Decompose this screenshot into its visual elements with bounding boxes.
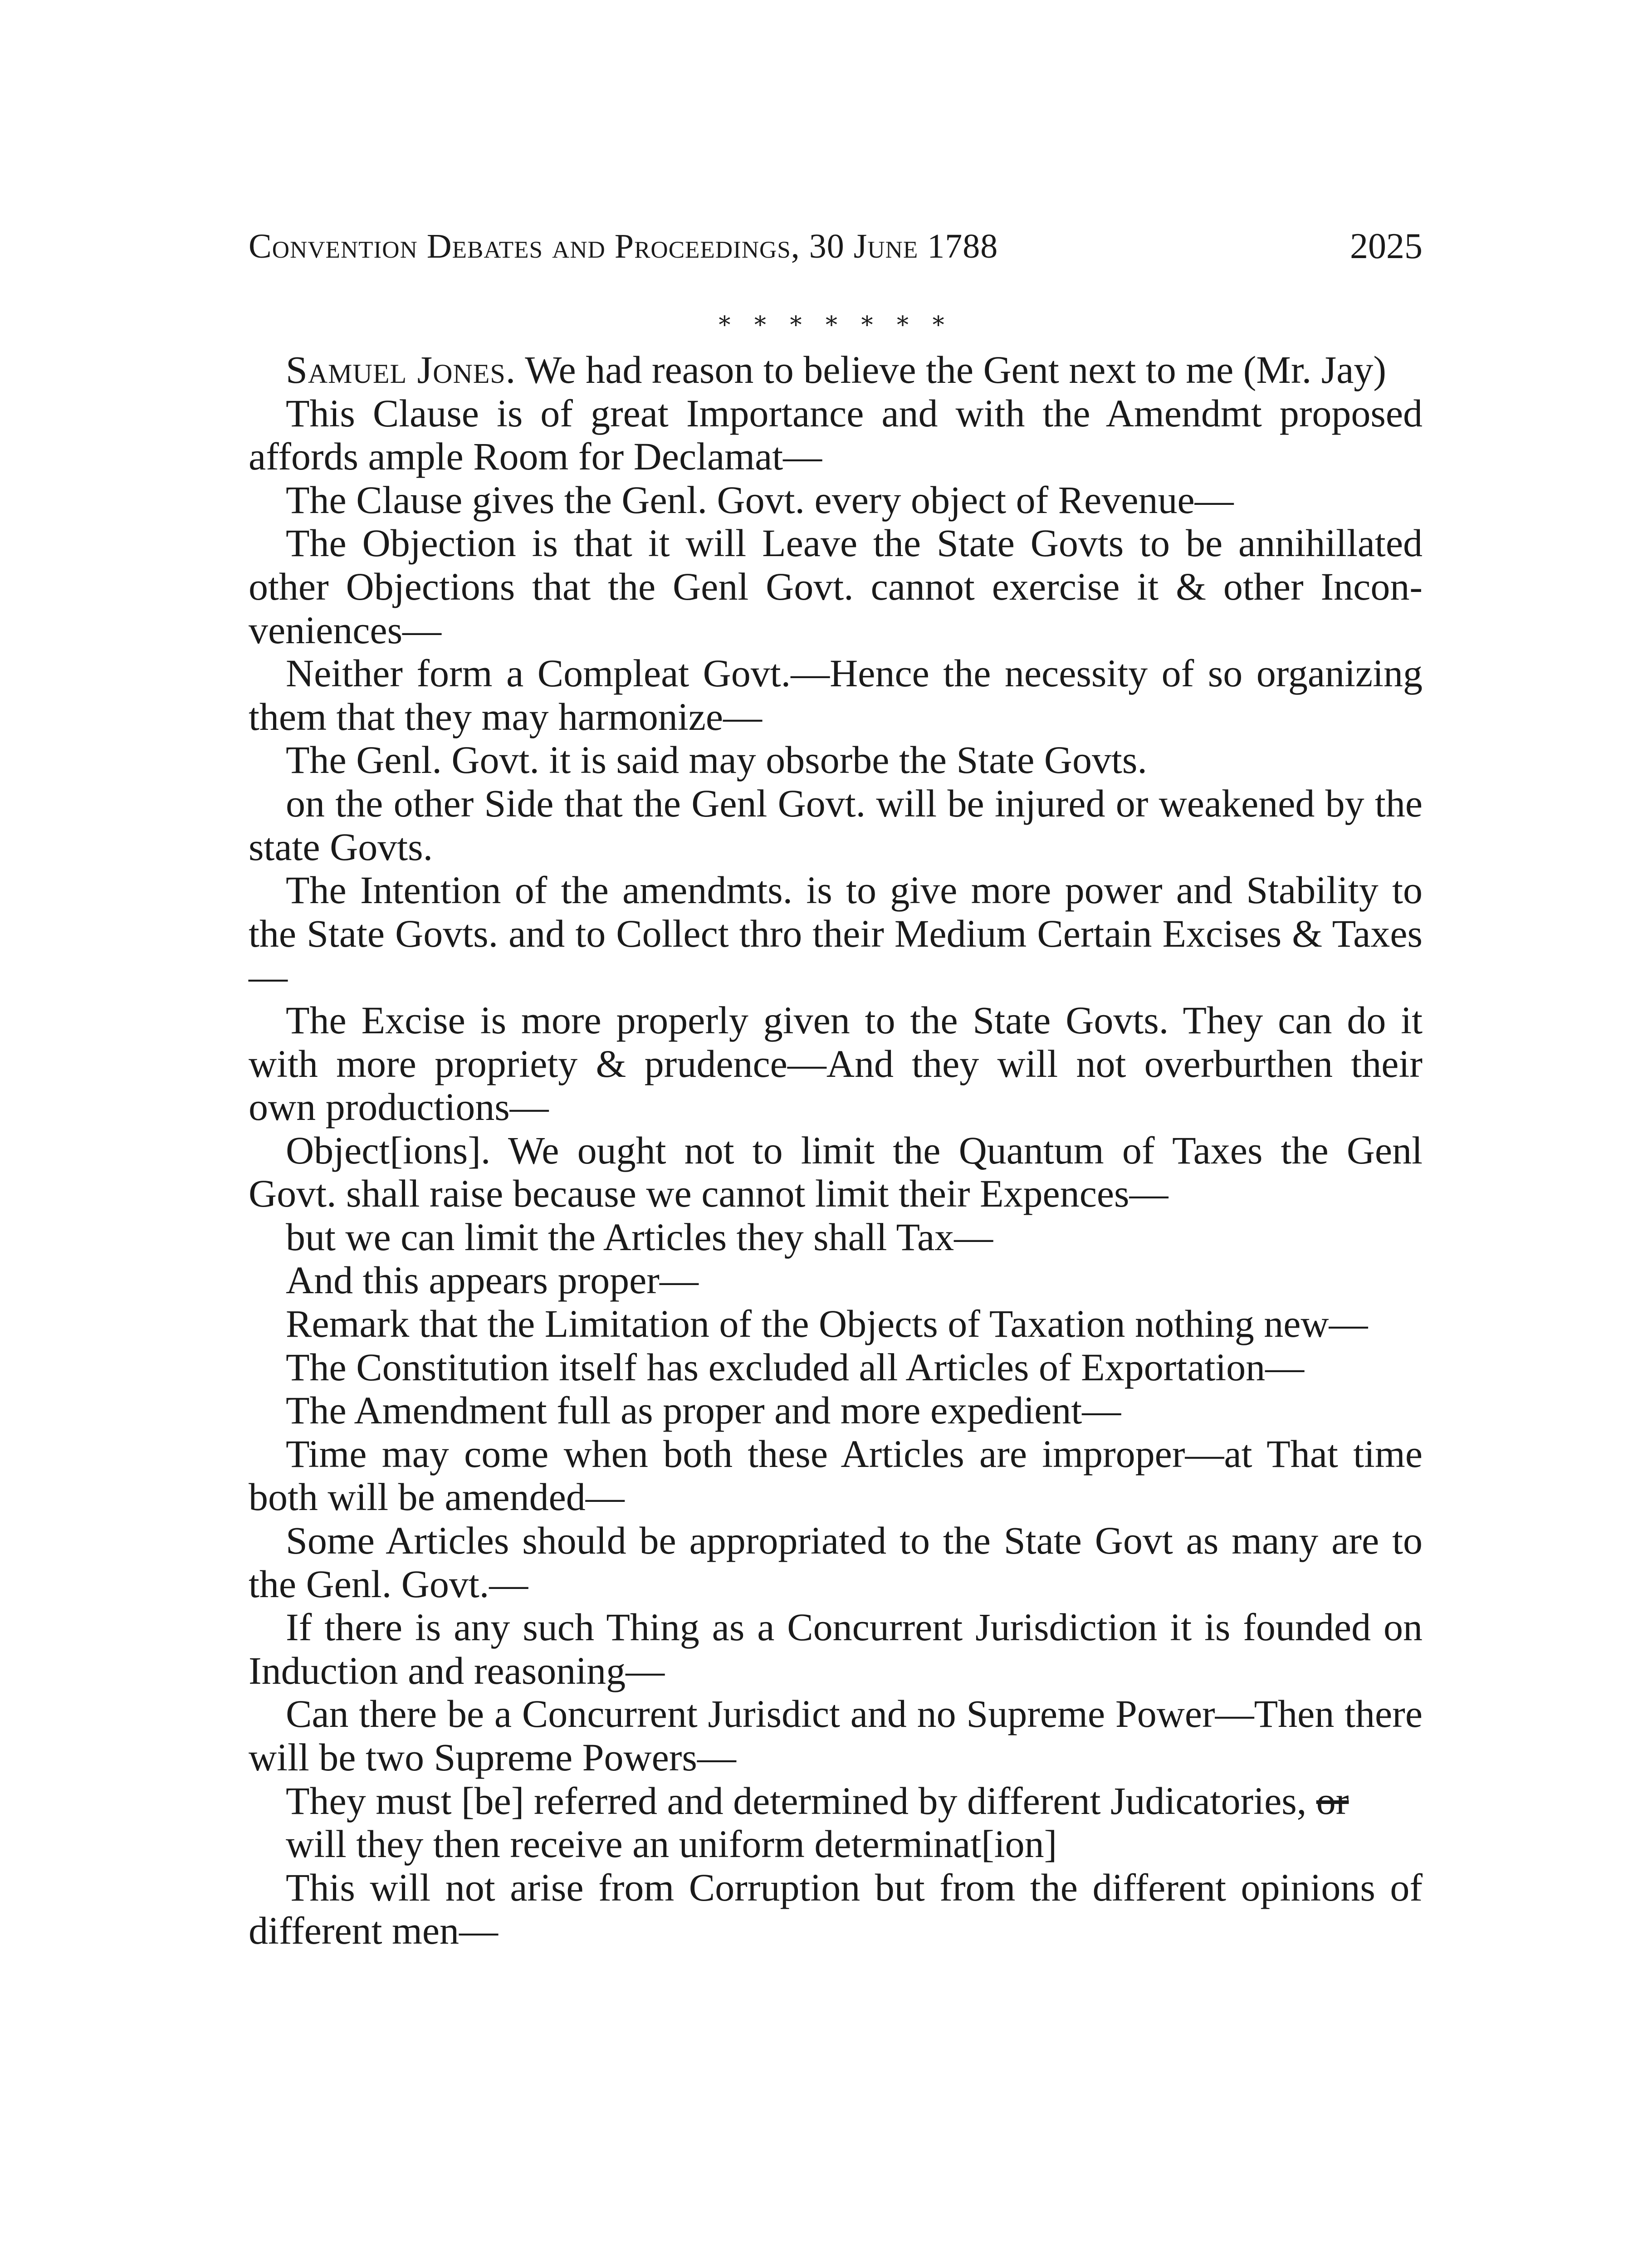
paragraph: And this appears proper— [286,1258,699,1302]
paragraph: Remark that the Limitation of the Objects of Taxation nothing new— [286,1302,1368,1346]
paragraph: will they then receive an uniform determinat[ion] [286,1822,1057,1866]
section-ornament: * * * * * * * [719,312,953,339]
paragraph: The Clause gives the Genl. Govt. every object of Revenue— [286,478,1234,522]
speaker-name: Samuel Jones. [286,348,516,391]
paragraph: The Amendment full as proper and more expedient— [286,1388,1121,1432]
paragraph: This will not arise from Corruption but from the different opinions of different men— [249,1865,1423,1953]
paragraph: Some Articles should be appropriated to the State Govt as many are to the Genl. Govt.— [249,1519,1423,1606]
paragraph: Time may come when both these Articles are improper—at That time both will be amended— [249,1432,1423,1519]
paragraph: The Genl. Govt. it is said may obsorbe the State Govts. [286,738,1147,782]
page-number: 2025 [1350,226,1423,266]
paragraph: They must [be] referred and determined by different Judicatories, or [286,1779,1349,1823]
running-head-title: Convention Debates and Proceedings, 30 June 1788 [249,227,998,265]
paragraph: Samuel Jones. We had reason to believe the Gent next to me (Mr. Jay) [286,348,1387,391]
paragraph: The Excise is more properly given to the State Govts. They can do it with more propriety & prudence—And they will not overburthen their own productions— [249,998,1423,1129]
paragraph: The Constitution itself has excluded all Articles of Exportation— [286,1345,1305,1389]
paragraph: Neither form a Compleat Govt.—Hence the necessity of so organizing them that they may harmonize— [249,651,1423,738]
paragraph: This Clause is of great Importance and with the Amendmt proposed affords ample Room for Declamat— [249,391,1423,479]
paragraph: The Intention of the amendmts. is to give more power and Stability to the State Govts. and to Collect thro their Medium Certain Excises & Taxes— [249,868,1423,999]
body-text [249,348,1423,1953]
paragraph: Object[ions]. We ought not to limit the Quantum of Taxes the Genl Govt. shall raise because we cannot limit their Expences— [249,1128,1423,1216]
paragraph: The Objection is that it will Leave the State Govts to be annihillated other Objections that the Genl Govt. cannot exercise it & other Inconveniences— [249,521,1423,652]
paragraph: but we can limit the Articles they shall Tax— [286,1215,993,1259]
paragraph: If there is any such Thing as a Concurrent Jurisdiction it is founded on Induction and reasoning— [249,1605,1423,1692]
running-head [249,221,1423,271]
paragraph: on the other Side that the Genl Govt. will be injured or weakened by the state Govts. [249,781,1423,869]
struck-text: or [1316,1779,1349,1823]
paragraph: Can there be a Concurrent Jurisdict and no Supreme Power—Then there will be two Supreme Powers— [249,1692,1423,1779]
